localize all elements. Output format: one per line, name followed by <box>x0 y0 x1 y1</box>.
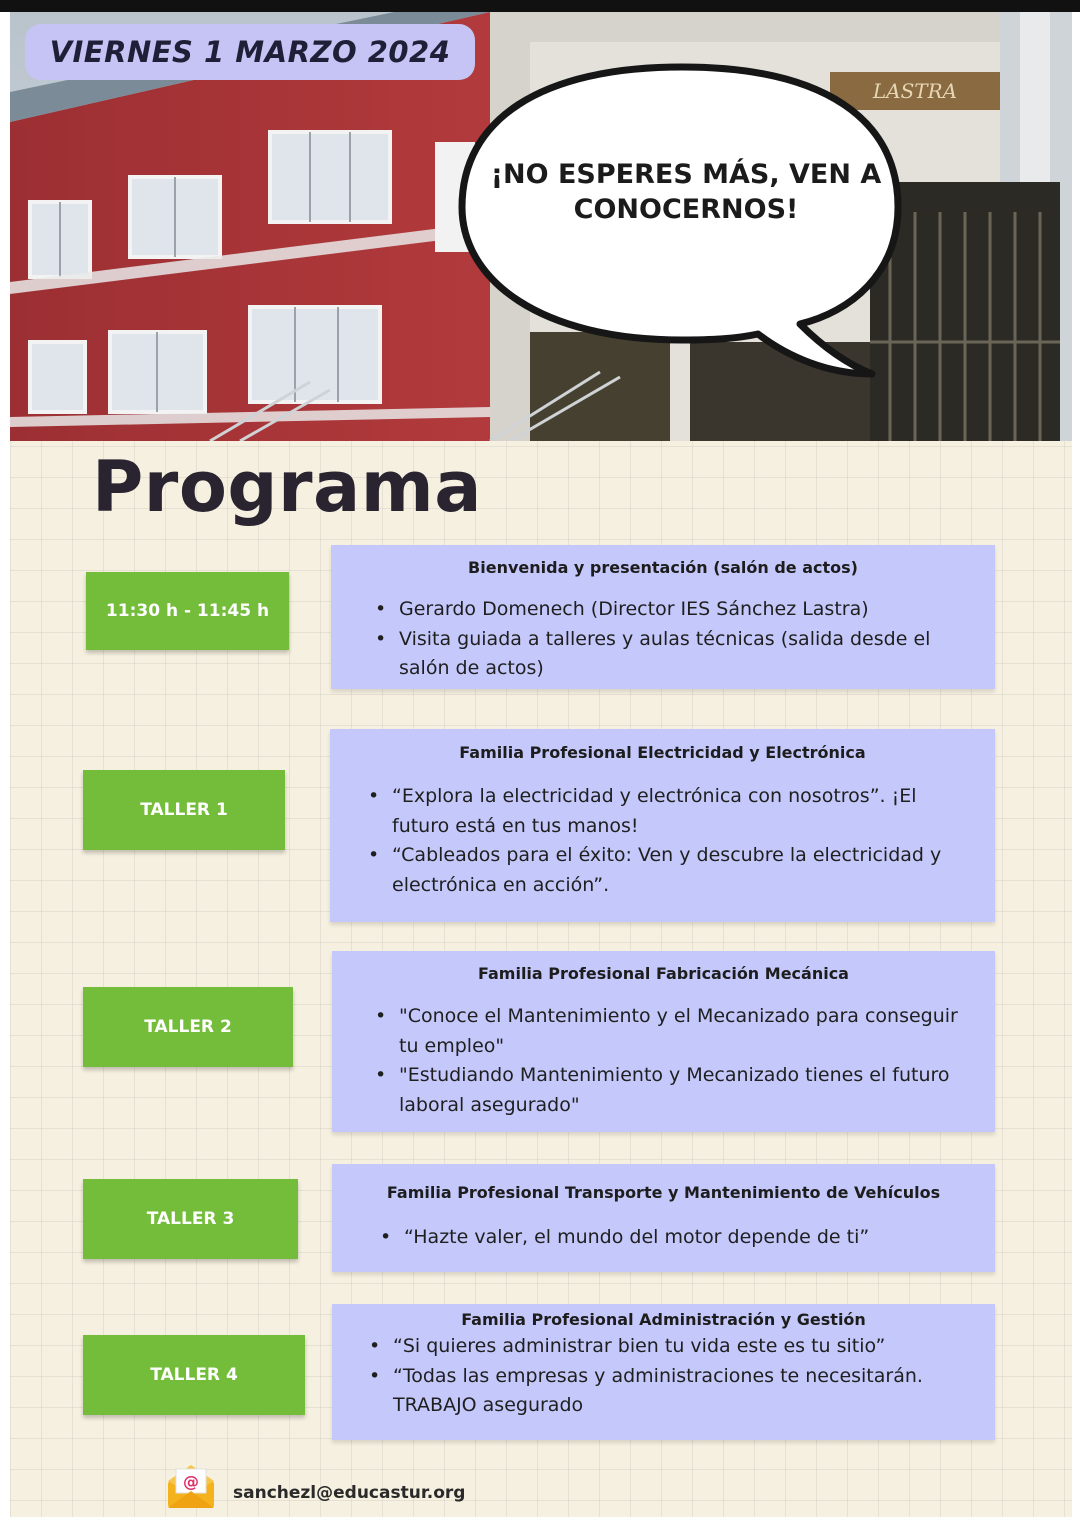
list-item: • “Hazte valer, el mundo del motor depende de ti” <box>376 1223 976 1253</box>
bullet-list <box>364 782 974 900</box>
speech-bubble-text <box>472 157 900 227</box>
taller-3-pill: TALLER 3 <box>83 1179 298 1259</box>
program-box-welcome <box>331 545 995 689</box>
contact-email[interactable]: sanchezl@educastur.org <box>233 1483 466 1503</box>
list-item: • Visita guiada a talleres y aulas técnicas (salida desde el salón de actos) <box>371 625 971 684</box>
taller-2-pill: TALLER 2 <box>83 987 293 1067</box>
list-item: • “Explora la electricidad y electrónica con nosotros”. ¡El futuro está en tus manos! <box>364 782 974 841</box>
box-heading: Familia Profesional Electricidad y Electrónica <box>459 743 866 762</box>
bullet-list <box>371 1002 981 1120</box>
event-date: VIERNES 1 MARZO 2024 <box>25 24 475 80</box>
poster <box>10 12 1072 1517</box>
program-box-taller-2 <box>332 951 995 1132</box>
bullet-list <box>376 1223 976 1253</box>
bubble-line-1: ¡NO ESPERES MÁS, VEN A <box>490 159 882 190</box>
bubble-line-2: CONOCERNOS! <box>573 194 799 225</box>
list-item: • “Todas las empresas y administraciones te necesitarán. TRABAJO asegurado <box>365 1362 975 1421</box>
schedule-pill-welcome: 11:30 h - 11:45 h <box>86 572 289 650</box>
list-item: • "Estudiando Mantenimiento y Mecanizado tienes el futuro laboral asegurado" <box>371 1061 981 1120</box>
bullet-list <box>371 595 971 684</box>
bullet-list <box>365 1332 975 1421</box>
box-heading: Familia Profesional Administración y Gestión <box>461 1310 866 1329</box>
school-building-photo <box>10 12 1072 441</box>
box-heading: Familia Profesional Transporte y Mantenimiento de Vehículos <box>386 1183 941 1202</box>
program-box-taller-3 <box>332 1164 995 1272</box>
program-box-taller-4 <box>332 1304 995 1440</box>
top-bar <box>0 0 1080 12</box>
program-title: Programa <box>92 446 482 528</box>
taller-1-pill: TALLER 1 <box>83 770 285 850</box>
email-envelope-icon <box>166 1465 216 1509</box>
list-item: • “Si quieres administrar bien tu vida este es tu sitio” <box>365 1332 975 1362</box>
svg-text:LASTRA: LASTRA <box>872 79 958 103</box>
list-item: • Gerardo Domenech (Director IES Sánchez Lastra) <box>371 595 971 625</box>
taller-4-pill: TALLER 4 <box>83 1335 305 1415</box>
svg-text:@: @ <box>183 1472 199 1491</box>
program-box-taller-1 <box>330 729 995 922</box>
list-item: • "Conoce el Mantenimiento y el Mecanizado para conseguir tu empleo" <box>371 1002 981 1061</box>
box-heading: Familia Profesional Fabricación Mecánica <box>478 964 849 983</box>
list-item: • “Cableados para el éxito: Ven y descubre la electricidad y electrónica en acción”. <box>364 841 974 900</box>
box-heading: Bienvenida y presentación (salón de actos) <box>468 558 858 577</box>
